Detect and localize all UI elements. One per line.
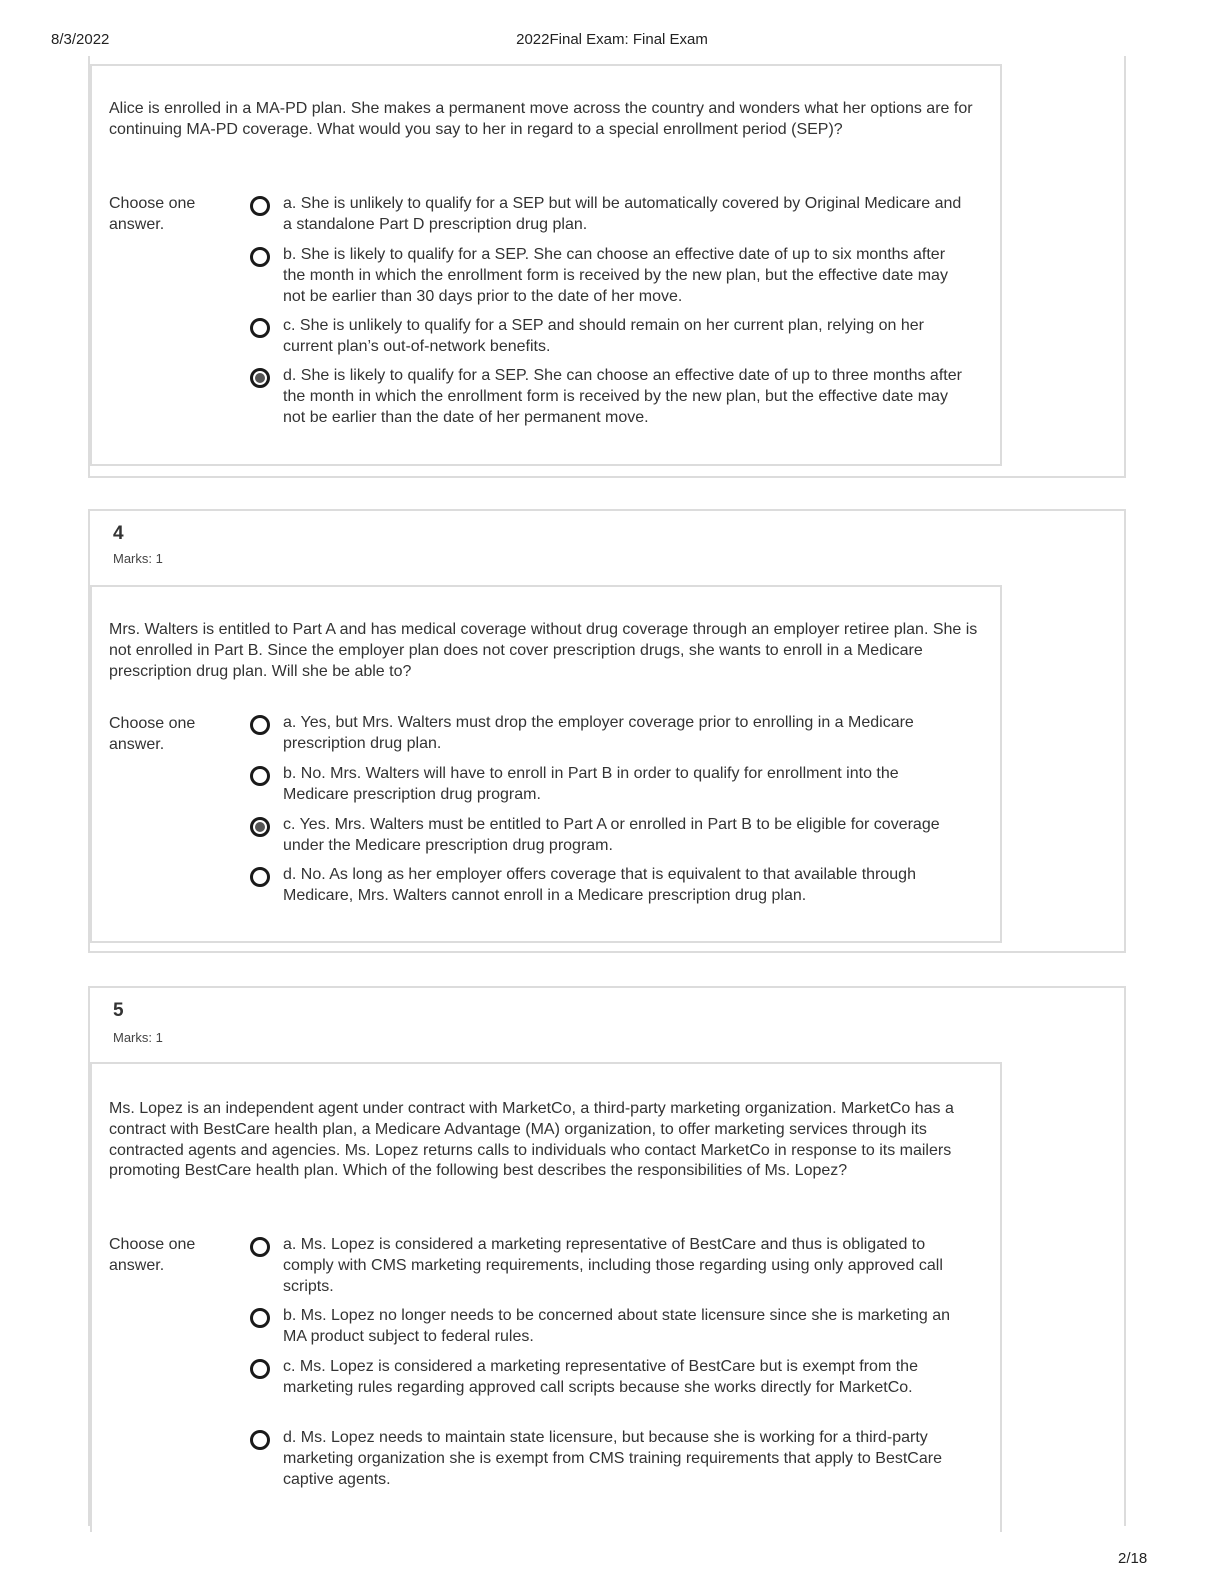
question-number: 4 <box>113 523 124 544</box>
option-text: b. Ms. Lopez no longer needs to be concerned about state licensure since she is marketing an MA product subject to federal rules. <box>283 1307 951 1345</box>
option-text: a. Yes, but Mrs. Walters must drop the employer coverage prior to enrolling in a Medicare prescription drug plan. <box>283 714 914 752</box>
choose-one-label: Choose one answer. <box>109 195 196 233</box>
page-title: 2022Final Exam: Final Exam <box>516 31 708 48</box>
radio-button-icon[interactable] <box>250 867 270 887</box>
radio-button-icon[interactable] <box>250 1359 270 1379</box>
radio-button-icon[interactable] <box>250 247 270 267</box>
question-marks: Marks: 1 <box>113 551 163 566</box>
question-3-text: Alice is enrolled in a MA-PD plan. She makes a permanent move across the country and wonders what her options are for continuing MA-PD coverage. What would you say to her in regard to a special enrollment period (SEP)? <box>109 100 973 138</box>
option-text: d. No. As long as her employer offers coverage that is equivalent to that available through Medicare, Mrs. Walters cannot enroll in a Medicare prescription drug plan. <box>283 866 916 904</box>
option-text: b. She is likely to qualify for a SEP. She can choose an effective date of up to six months after the month in which the enrollment form is received by the new plan, but the effective date may not be earlier than 30 days prior to the date of her move. <box>283 246 948 305</box>
question-3-card <box>88 56 1126 478</box>
radio-button-icon[interactable] <box>250 715 270 735</box>
choose-one-label: Choose one answer. <box>109 1236 196 1274</box>
radio-button-icon[interactable] <box>250 1237 270 1257</box>
option-text: c. Yes. Mrs. Walters must be entitled to Part A or enrolled in Part B to be eligible for coverage under the Medicare prescription drug program. <box>283 816 940 854</box>
question-5-text: Ms. Lopez is an independent agent under contract with MarketCo, a third-party marketing organization. MarketCo has a contract with BestCare health plan, a Medicare Advantage (MA) organization, to offer marketing services through its contracted agents and agencies. Ms. Lopez returns calls to individuals who contact MarketCo in response to its mailers promoting BestCare health plan. Which of the following best describes the responsibilities of Ms. Lopez? <box>109 1100 954 1180</box>
question-marks: Marks: 1 <box>113 1030 163 1045</box>
question-4-content <box>90 585 1002 943</box>
question-number: 5 <box>113 1000 124 1021</box>
radio-button-icon[interactable] <box>250 196 270 216</box>
radio-button-icon[interactable] <box>250 1430 270 1450</box>
option-text: d. She is likely to qualify for a SEP. She can choose an effective date of up to three months after the month in which the enrollment form is received by the new plan, but the effective date may not be earlier than the date of her permanent move. <box>283 367 962 426</box>
option-text: b. No. Mrs. Walters will have to enroll in Part B in order to qualify for enrollment into the Medicare prescription drug program. <box>283 765 899 803</box>
page-number: 2/18 <box>1118 1550 1148 1567</box>
question-3-content <box>90 64 1002 466</box>
question-4-text: Mrs. Walters is entitled to Part A and has medical coverage without drug coverage through an employer retiree plan. She is not enrolled in Part B. Since the employer plan does not cover prescription drugs, she wants to enroll in a Medicare prescription drug plan. Will she be able to? <box>109 621 978 680</box>
option-text: d. Ms. Lopez needs to maintain state licensure, but because she is working for a third-party marketing organization she is exempt from CMS training requirements that apply to BestCare captive agents. <box>283 1429 942 1488</box>
radio-button-icon[interactable] <box>250 766 270 786</box>
option-text: a. Ms. Lopez is considered a marketing representative of BestCare and thus is obligated to comply with CMS marketing requirements, including those regarding using only approved call scripts. <box>283 1236 943 1295</box>
question-5-content <box>90 1062 1002 1532</box>
question-4-card <box>88 509 1126 953</box>
radio-button-selected-icon[interactable] <box>250 368 270 388</box>
radio-button-icon[interactable] <box>250 318 270 338</box>
choose-one-label: Choose one answer. <box>109 715 196 753</box>
option-text: c. Ms. Lopez is considered a marketing representative of BestCare but is exempt from the marketing rules regarding approved call scripts because she works directly for MarketCo. <box>283 1358 918 1396</box>
radio-button-selected-icon[interactable] <box>250 817 270 837</box>
option-text: c. She is unlikely to qualify for a SEP and should remain on her current plan, relying on her current plan’s out-of-network benefits. <box>283 317 924 355</box>
radio-button-icon[interactable] <box>250 1308 270 1328</box>
print-date: 8/3/2022 <box>51 31 110 48</box>
question-5-card <box>88 986 1126 1526</box>
option-text: a. She is unlikely to qualify for a SEP but will be automatically covered by Original Medicare and a standalone Part D prescription drug plan. <box>283 195 962 233</box>
